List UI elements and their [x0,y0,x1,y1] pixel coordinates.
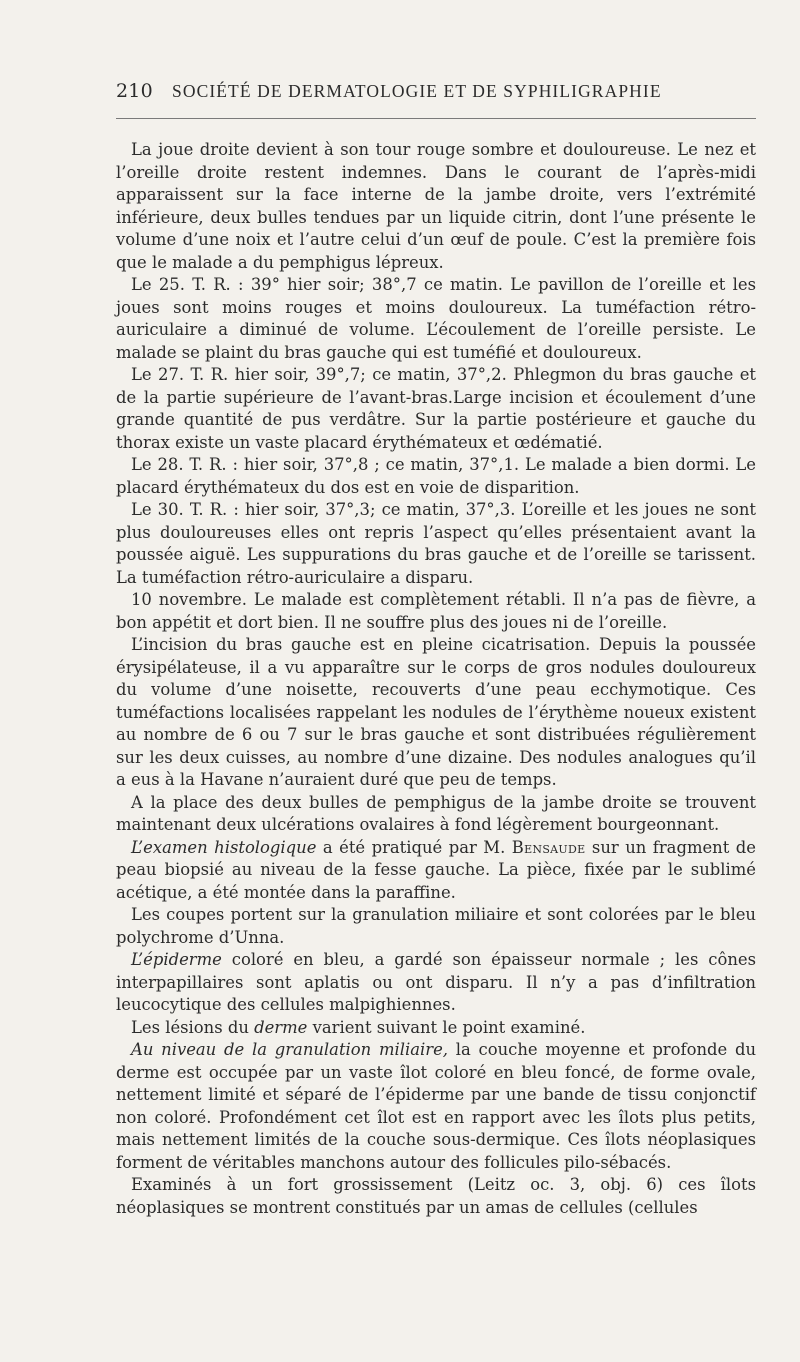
italic-lead: L’examen histologique [131,837,317,857]
paragraph [116,837,756,905]
paragraph: A la place des deux bulles de pemphigus de la jambe droite se trouvent maintenant deux ulcérations ovalaires à fond légèrement bourgeonnant. [116,792,756,834]
paragraph: Le 30. T. R. : hier soir, 37°,3; ce matin, 37°,3. L’oreille et les joues ne sont plus douloureuses elles ont repris l’aspect qu’elles présentaient avant la poussée aiguë. Les suppurations du bras gauche et de l’oreille se tarissent. La tuméfaction rétro-auriculaire a disparu. [116,500,756,587]
running-title: SOCIÉTÉ DE DERMATOLOGIE ET DE SYPHILIGRAPHIE [172,81,662,101]
paragraph: L’incision du bras gauche est en pleine cicatrisation. Depuis la poussée érysipélateuse, il a vu apparaître sur le corps de gros nodules douloureux du volume d’une noisette, recouverts d’une peau ecchymotique. Ces tuméfactions localisées rappelant les nodules de l’érythème noueux existent au nombre de 6 ou 7 sur le bras gauche et sont distribuées régulièrement sur les deux cuisses, au nombre d’une dizaine. Des nodules analogues qu’il a eus à la Havane n’auraient duré que peu de temps. [116,635,756,789]
document-page [116,80,756,1219]
italic-lead: Au niveau de la granulation miliaire, [131,1040,448,1059]
body-text [116,139,756,1219]
paragraph: Le 25. T. R. : 39° hier soir; 38°,7 ce matin. Le pavillon de l’oreille et les joues sont moins rouges et moins douloureux. La tuméfaction rétro-auriculaire a diminué de volume. L’écoulement de l’oreille persiste. Le malade se plaint du bras gauche qui est tuméfié et douloureux. [116,275,756,362]
paragraph: 10 novembre. Le malade est complètement rétabli. Il n’a pas de fièvre, a bon appétit et dort bien. Il ne souffre plus des joues ni de l’oreille. [116,590,756,632]
author-name: Bensaude [511,837,586,857]
paragraph-text: sur un fragment de peau biopsié au niveau de la fesse gauche. La pièce, fixée par le sublimé acétique, a été montée dans la paraffine. [116,837,756,902]
header-rule [116,118,756,119]
page-header [116,80,756,114]
paragraph [116,1017,756,1040]
page-number: 210 [116,80,153,102]
paragraph: Le 28. T. R. : hier soir, 37°,8 ; ce matin, 37°,1. Le malade a bien dormi. Le placard érythémateux du dos est en voie de disparition. [116,455,756,497]
paragraph-text: coloré en bleu, a gardé son épaisseur normale ; les cônes interpapillaires sont aplatis ou ont disparu. Il n’y a pas d’infiltration leucocytique des cellules malpighiennes. [116,950,756,1014]
paragraph: Examinés à un fort grossissement (Leitz oc. 3, obj. 6) ces îlots néoplasiques se montrent constitués par un amas de cellules (cellules [116,1175,756,1217]
italic-word: derme [254,1017,308,1037]
paragraph [116,949,756,1017]
paragraph: Le 27. T. R. hier soir, 39°,7; ce matin, 37°,2. Phlegmon du bras gauche et de la partie supérieure de l’avant-bras.Large incision et écoulement d’une grande quantité de pus verdâtre. Sur la partie postérieure et gauche du thorax existe un vaste placard érythémateux et œdématié. [116,365,756,452]
paragraph: La joue droite devient à son tour rouge sombre et douloureuse. Le nez et l’oreille droite restent indemnes. Dans le courant de l’après-midi apparaissent sur la face interne de la jambe droite, vers l’extrémité inférieure, deux bulles tendues par un liquide citrin, dont l’une présente le volume d’une noix et l’autre celui d’un œuf de poule. C’est la première fois que le malade a du pemphigus lépreux. [116,140,756,272]
paragraph-text: a été pratiqué par M. [316,837,512,857]
paragraph-text: la couche moyenne et profonde du derme est occupée par un vaste îlot coloré en bleu foncé, de forme ovale, nettement limité et séparé de l’épiderme par une bande de tissu conjonctif non coloré. Profondément cet îlot est en rapport avec les îlots plus petits, mais nettement limités de la couche sous-dermique. Ces îlots néoplasiques forment de véritables manchons autour des follicules pilo-sébacés. [116,1040,757,1172]
paragraph-text: Les lésions du [131,1017,255,1037]
paragraph-text: varient suivant le point examiné. [307,1017,586,1037]
italic-lead: L’épiderme [131,950,222,969]
paragraph [116,1039,756,1174]
paragraph: Les coupes portent sur la granulation miliaire et sont colorées par le bleu polychrome d’Unna. [116,905,756,947]
